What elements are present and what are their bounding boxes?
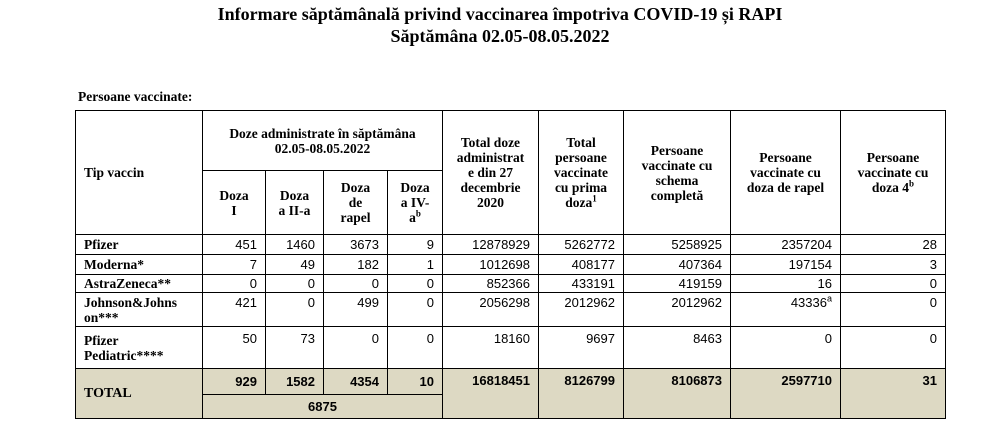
total-doza4: 10	[388, 369, 443, 395]
cell-doza1: 0	[203, 275, 266, 293]
cell-prima: 2012962	[539, 293, 624, 327]
total-doza1: 929	[203, 369, 266, 395]
table-row	[76, 255, 946, 275]
rapel-a: Doza	[340, 180, 371, 195]
doza4-p-l1: Persoane	[866, 150, 920, 165]
header-row-1	[76, 111, 946, 171]
vaccine-name-l1: Johnson&Johns	[84, 294, 178, 310]
cell-rapel-persoane: 16	[731, 275, 841, 293]
prima-sup: 1	[592, 193, 597, 204]
doze-group-line1: Doze administrate în săptămâna	[229, 125, 416, 141]
cell-doza1: 50	[203, 327, 266, 369]
cell-doza2: 49	[266, 255, 324, 275]
cell-doza4: 0	[388, 275, 443, 293]
cell-total-doze: 1012698	[443, 255, 539, 275]
cell-prima: 9697	[539, 327, 624, 369]
total-doze-l4: decembrie	[460, 180, 521, 195]
total-total-doze: 16818451	[443, 369, 539, 419]
cell-total-doze: 12878929	[443, 235, 539, 255]
rapel-p-l3: doza de rapel	[746, 180, 825, 195]
rapel-persoane-sup: a	[826, 293, 832, 304]
cell-doza4-persoane: 0	[841, 293, 946, 327]
section-label: Persoane vaccinate:	[78, 89, 193, 104]
schema-l4: completă	[650, 187, 704, 203]
doza4-p-l2: vaccinate cu	[857, 165, 929, 180]
total-schema: 8106873	[624, 369, 731, 419]
header-total-doze	[443, 111, 539, 235]
total-week-sum: 6875	[203, 395, 443, 419]
cell-doza4-persoane: 0	[841, 327, 946, 369]
doza1-b: I	[231, 202, 237, 218]
vaccine-name-l1: Pfizer	[84, 332, 119, 348]
cell-doza2: 0	[266, 275, 324, 293]
table-row	[76, 293, 946, 327]
total-prima: 8126799	[539, 369, 624, 419]
header-doza-4	[841, 111, 946, 235]
doza2-a: Doza	[279, 187, 310, 203]
vaccine-name	[76, 327, 203, 369]
table-row	[76, 235, 946, 255]
cell-prima: 408177	[539, 255, 624, 275]
vaccine-name-l2: Pediatric****	[84, 347, 164, 363]
doza2-b: a II-a	[278, 202, 311, 218]
cell-prima: 433191	[539, 275, 624, 293]
total-rapel: 4354	[324, 369, 388, 395]
cell-doza2: 1460	[266, 235, 324, 255]
cell-rapel-persoane: 197154	[731, 255, 841, 275]
cell-doza4-persoane: 28	[841, 235, 946, 255]
cell-total-doze: 2056298	[443, 293, 539, 327]
cell-prima: 5262772	[539, 235, 624, 255]
prima-l5: doza	[565, 195, 593, 210]
doza4-p-l3: doza 4	[871, 180, 910, 195]
cell-rapel-persoane: 0	[731, 327, 841, 369]
cell-total-doze: 18160	[443, 327, 539, 369]
schema-l1: Persoane	[650, 142, 704, 158]
cell-doza1: 451	[203, 235, 266, 255]
report-subtitle: Săptămâna 02.05-08.05.2022	[390, 26, 610, 46]
vaccine-name	[76, 293, 203, 327]
cell-doza4: 0	[388, 293, 443, 327]
cell-doza4-persoane: 3	[841, 255, 946, 275]
cell-doza4: 9	[388, 235, 443, 255]
total-doza2: 1582	[266, 369, 324, 395]
vaccine-name: Pfizer	[76, 235, 203, 255]
cell-schema: 5258925	[624, 235, 731, 255]
header-doza-4-week	[388, 171, 443, 235]
cell-doza2: 73	[266, 327, 324, 369]
doza4-p-sup: b	[909, 178, 915, 189]
total-rapel-persoane: 2597710	[731, 369, 841, 419]
vaccine-name: Moderna*	[76, 255, 203, 275]
prima-l3: vaccinate	[554, 165, 608, 180]
prima-l4: cu prima	[554, 180, 608, 195]
header-prima-doza	[539, 111, 624, 235]
header-doza-1	[203, 171, 266, 235]
cell-rapel: 3673	[324, 235, 388, 255]
prima-l2: persoane	[555, 150, 607, 165]
report-title: Informare săptămânală privind vaccinarea împotriva COVID-19 și RAPI	[217, 4, 783, 24]
cell-rapel: 0	[324, 275, 388, 293]
rapel-p-l2: vaccinate cu	[750, 165, 821, 180]
total-doze-l5: 2020	[477, 195, 504, 210]
prima-l1: Total	[566, 135, 596, 150]
doza4-b: a IV-	[400, 195, 430, 210]
vaccination-table	[75, 110, 946, 419]
rapel-p-l1: Persoane	[759, 150, 812, 165]
cell-rapel-persoane	[731, 293, 841, 327]
cell-doza2: 0	[266, 293, 324, 327]
schema-l3: schema	[655, 172, 699, 188]
header-doze-group	[203, 111, 443, 171]
table-row	[76, 275, 946, 293]
doza4-sup: b	[415, 208, 421, 219]
doza4-c: a	[409, 210, 416, 225]
cell-total-doze: 852366	[443, 275, 539, 293]
cell-doza4: 1	[388, 255, 443, 275]
total-doze-l2: administrat	[456, 150, 525, 165]
vaccine-name-l2: on***	[84, 309, 119, 325]
rapel-b: de	[348, 195, 363, 210]
total-doze-l3: e din 27	[467, 165, 513, 180]
cell-rapel: 182	[324, 255, 388, 275]
rapel-c: rapel	[340, 210, 371, 225]
header-doza-rapel-week	[324, 171, 388, 235]
header-doza-rapel	[731, 111, 841, 235]
cell-schema: 8463	[624, 327, 731, 369]
total-row	[76, 369, 946, 395]
cell-rapel-persoane: 2357204	[731, 235, 841, 255]
total-label: TOTAL	[76, 369, 203, 419]
cell-doza4: 0	[388, 327, 443, 369]
table-row	[76, 327, 946, 369]
header-schema-completa	[624, 111, 731, 235]
cell-doza1: 7	[203, 255, 266, 275]
cell-doza1: 421	[203, 293, 266, 327]
rapel-persoane-value: 43336	[790, 295, 827, 310]
total-doza4-persoane: 31	[841, 369, 946, 419]
cell-rapel: 499	[324, 293, 388, 327]
vaccine-name: AstraZeneca**	[76, 275, 203, 293]
doza1-a: Doza	[219, 187, 249, 203]
total-doze-l1: Total doze	[460, 135, 521, 150]
cell-schema: 2012962	[624, 293, 731, 327]
cell-schema: 407364	[624, 255, 731, 275]
cell-schema: 419159	[624, 275, 731, 293]
header-tip-vaccin: Tip vaccin	[76, 111, 203, 235]
header-doza-2	[266, 171, 324, 235]
schema-l2: vaccinate cu	[641, 157, 713, 173]
cell-doza4-persoane: 0	[841, 275, 946, 293]
doza4-a: Doza	[400, 180, 430, 195]
doze-group-line2: 02.05-08.05.2022	[274, 140, 371, 156]
cell-rapel: 0	[324, 327, 388, 369]
